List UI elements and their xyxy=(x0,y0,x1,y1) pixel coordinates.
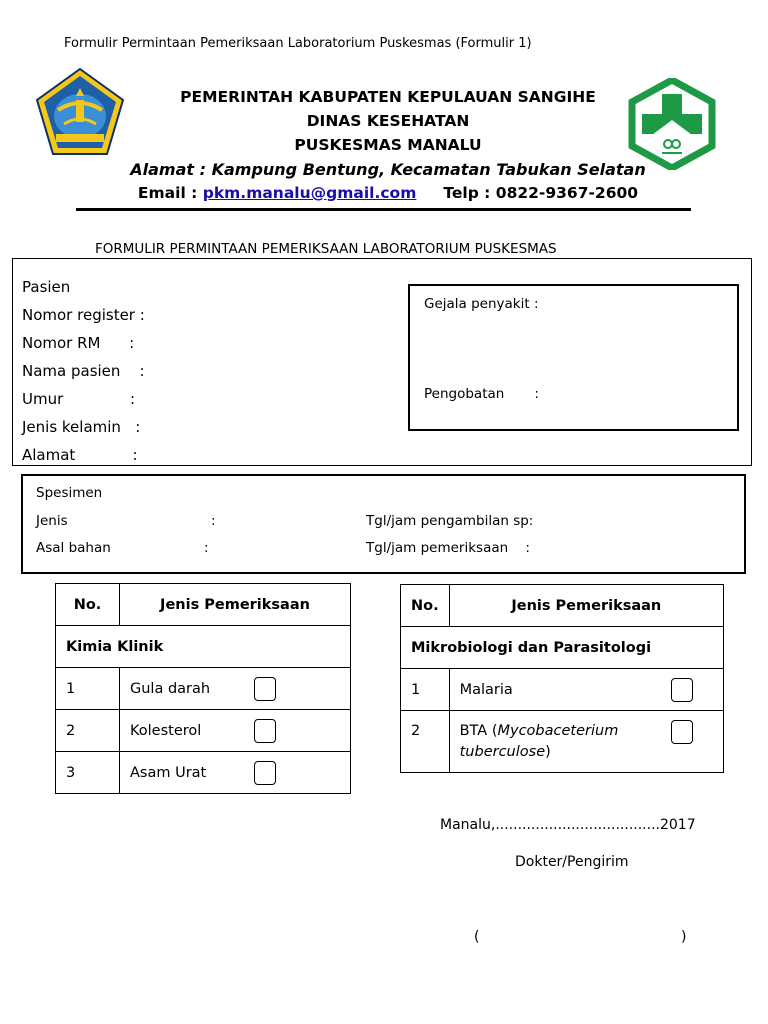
row-number: 1 xyxy=(56,668,120,710)
table-row xyxy=(401,711,724,773)
puskesmas-logo xyxy=(626,78,718,170)
checkbox-kolesterol[interactable] xyxy=(254,719,276,743)
row-number: 2 xyxy=(56,710,120,752)
field-umur[interactable]: Umur : xyxy=(22,390,136,408)
field-nama-pasien[interactable]: Nama pasien : xyxy=(22,362,145,380)
row-number: 1 xyxy=(401,669,450,711)
field-nomor-rm[interactable]: Nomor RM : xyxy=(22,334,135,352)
column-header-no: No. xyxy=(401,585,450,627)
field-jenis-colon[interactable]: : xyxy=(211,513,216,529)
field-asal-bahan-colon[interactable]: : xyxy=(204,540,209,556)
field-jenis-label: Jenis xyxy=(36,513,68,529)
field-tgl-pemeriksaan[interactable]: Tgl/jam pemeriksaan : xyxy=(366,540,530,556)
field-tgl-pengambilan[interactable]: Tgl/jam pengambilan sp: xyxy=(366,513,534,529)
table-row xyxy=(401,669,724,711)
checkbox-gula-darah[interactable] xyxy=(254,677,276,701)
header-department: DINAS KESEHATAN xyxy=(306,112,470,130)
exam-kolesterol: Kolesterol xyxy=(130,722,202,739)
exam-gula-darah: Gula darah xyxy=(130,680,211,697)
email-label: Email : xyxy=(137,184,203,202)
field-gejala-penyakit[interactable]: Gejala penyakit : xyxy=(424,296,539,312)
field-jenis-kelamin[interactable]: Jenis kelamin : xyxy=(22,418,141,436)
row-number: 2 xyxy=(401,711,450,773)
form-title: FORMULIR PERMINTAAN PEMERIKSAAN LABORATORIUM PUSKESMAS xyxy=(95,241,557,257)
field-alamat[interactable]: Alamat : xyxy=(22,446,138,464)
column-header-jenis: Jenis Pemeriksaan xyxy=(449,585,723,627)
header-puskesmas: PUSKESMAS MANALU xyxy=(294,136,482,154)
email-link[interactable]: pkm.manalu@gmail.com xyxy=(202,184,417,202)
checkbox-asam-urat[interactable] xyxy=(254,761,276,785)
header-government: PEMERINTAH KABUPATEN KEPULAUAN SANGIHE xyxy=(180,88,596,106)
table-row xyxy=(56,710,351,752)
row-number: 3 xyxy=(56,752,120,794)
patient-heading: Pasien xyxy=(22,278,71,296)
form-caption: Formulir Permintaan Pemeriksaan Laboratorium Puskesmas (Formulir 1) xyxy=(64,36,532,51)
section-kimia-klinik: Kimia Klinik xyxy=(56,626,351,668)
exam-table-mikrobiologi xyxy=(400,584,724,773)
regency-emblem-logo xyxy=(34,66,126,158)
checkbox-bta[interactable] xyxy=(671,720,693,744)
table-row xyxy=(56,752,351,794)
specimen-heading: Spesimen xyxy=(36,485,103,501)
exam-bta: BTA (Mycobaceterium tuberculose) xyxy=(459,722,619,760)
header-divider xyxy=(76,208,691,211)
place-date: Manalu,.....................................2017 xyxy=(440,817,696,833)
header-address: Alamat : Kampung Bentung, Kecamatan Tabukan Selatan xyxy=(130,160,646,179)
field-nomor-register[interactable]: Nomor register : xyxy=(22,306,145,324)
section-mikrobiologi: Mikrobiologi dan Parasitologi xyxy=(401,627,724,669)
signer-role: Dokter/Pengirim xyxy=(515,854,629,870)
exam-malaria: Malaria xyxy=(459,681,513,698)
signature-open-paren: ( xyxy=(474,929,480,945)
header-contact xyxy=(138,184,638,202)
table-row xyxy=(56,668,351,710)
phone-number: Telp : 0822-9367-2600 xyxy=(443,184,639,202)
column-header-jenis: Jenis Pemeriksaan xyxy=(120,584,351,626)
field-asal-bahan-label: Asal bahan xyxy=(36,540,111,556)
signature-close-paren: ) xyxy=(681,929,687,945)
exam-table-kimia-klinik xyxy=(55,583,351,794)
column-header-no: No. xyxy=(56,584,120,626)
checkbox-malaria[interactable] xyxy=(671,678,693,702)
field-pengobatan[interactable]: Pengobatan : xyxy=(424,386,539,402)
exam-asam-urat: Asam Urat xyxy=(130,764,207,781)
